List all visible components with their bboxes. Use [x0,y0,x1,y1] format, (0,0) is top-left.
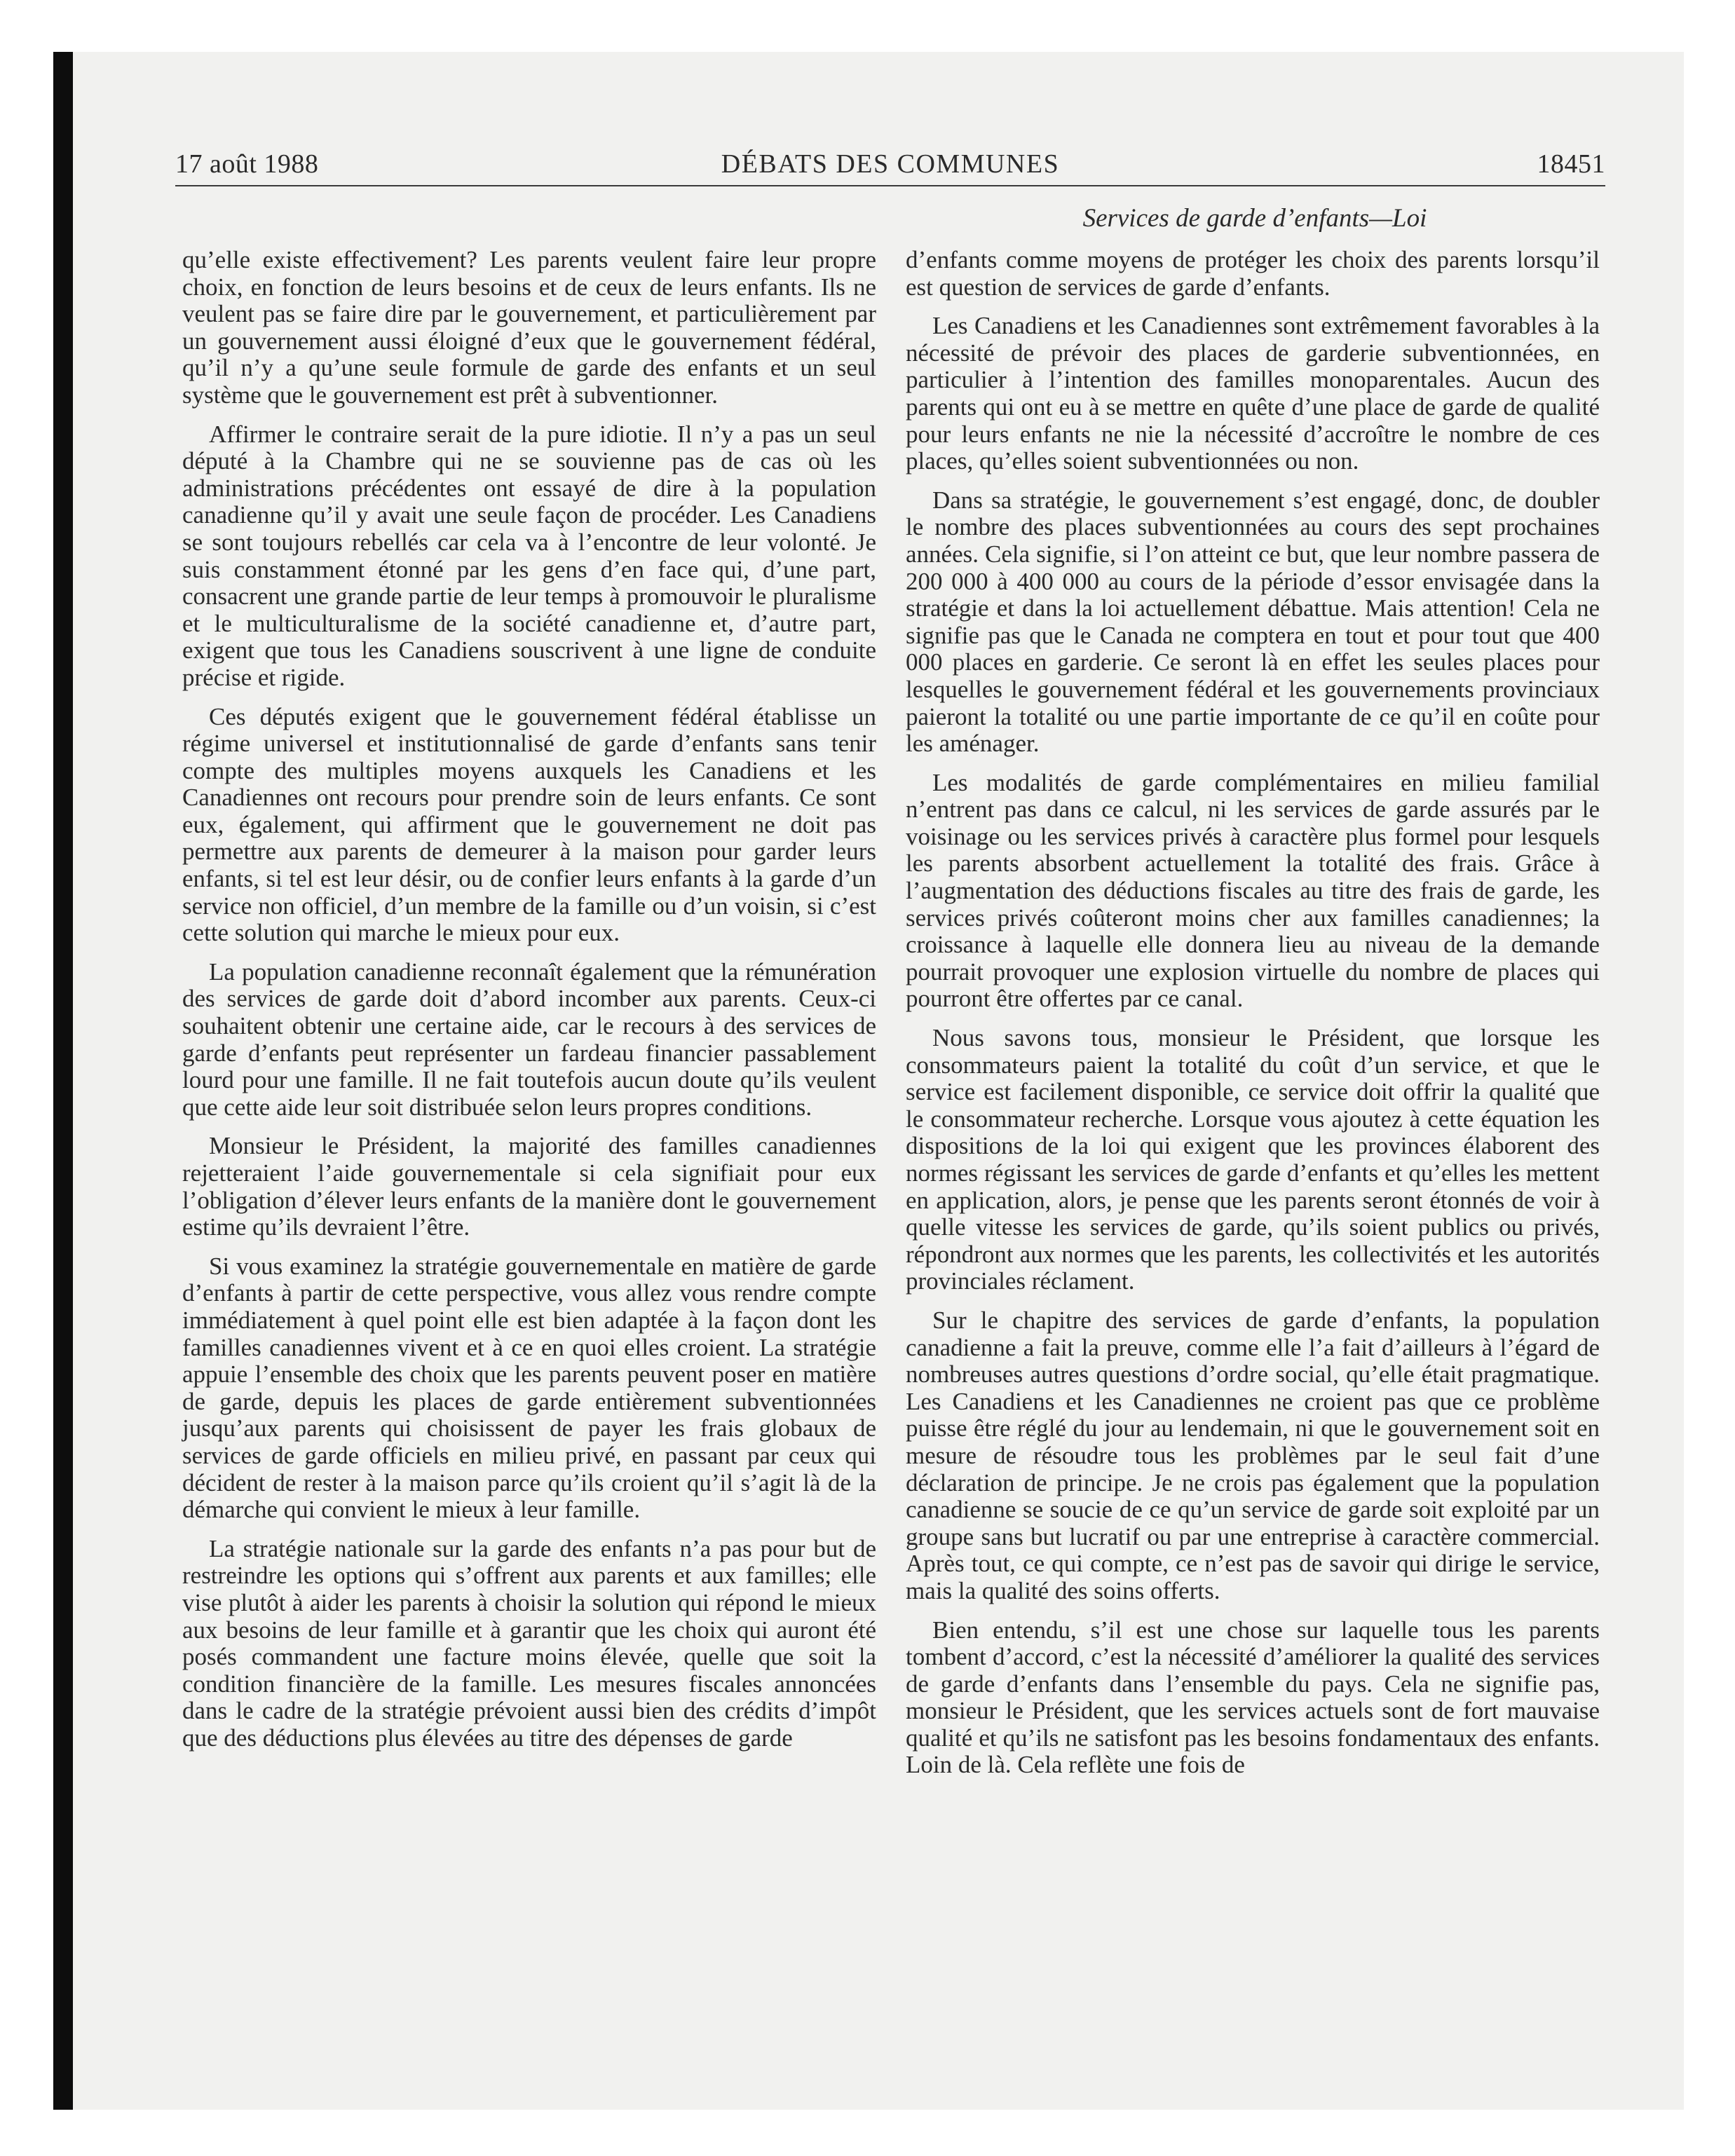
paragraph: Bien entendu, s’il est une chose sur laquelle tous les parents tombent d’accord, c’est la nécessité d’améliorer la qualité des services de garde d’enfants dans l’ensemble du pays. Cela ne signifie pas, monsieur le Président, que les services actuels sont de fort mauvaise qualité et qu’ils ne satisfont pas les besoins fondamentaux des enfants. Loin de là. Cela reflète une fois de [906,1616,1600,1779]
paragraph: Les modalités de garde complémentaires en milieu familial n’entrent pas dans ce calcul, ni les services de garde assurés par le voisinage ou les services privés à caractère plus formel pour lesquels les parents absorbent actuellement la totalité des frais. Grâce à l’augmentation des déductions fiscales au titre des frais de garde, les services privés coûteront moins cher aux familles canadiennes; la croissance à laquelle elle donnera lieu au niveau de la demande pourrait provoquer une explosion virtuelle du nombre de places qui pourront être offertes par ce canal. [906,768,1600,1013]
header-page-number: 18451 [1537,149,1605,179]
paragraph: Dans sa stratégie, le gouvernement s’est engagé, donc, de doubler le nombre des places subventionnées au cours des sept prochaines années. Cela signifie, si l’on atteint ce but, que leur nombre passera de 200 000 à 400 000 au cours de la période d’essor envisagée dans la stratégie et dans la loi actuellement débattue. Mais attention! Cela ne signifie pas que le Canada ne comptera en tout et pour tout que 400 000 places en garderie. Ce seront là en effet les seules places pour lesquelles le gouvernement fédéral et les gouvernements provinciaux paieront la totalité ou une partie importante de ce qu’il en coûte pour les aménager. [906,486,1600,758]
paragraph: Nous savons tous, monsieur le Président, que lorsque les consommateurs paient la totalité du coût d’un service, et que le service est facilement disponible, ce service doit offrir la qualité que le consommateur recherche. Lorsque vous ajoutez à cette équation les dispositions de la loi qui exigent que les provinces élaborent des normes régissant les services de garde d’enfants et qu’elles les mettent en application, alors, je pense que les parents seront étonnés de voir à quelle vitesse les services de garde, qu’ils soient publics ou privés, répondront aux normes que les parents, les collectivités et les autorités provinciales réclament. [906,1024,1600,1295]
header-date: 17 août 1988 [175,149,319,179]
paragraph: qu’elle existe effectivement? Les parents veulent faire leur propre choix, en fonction de leurs besoins et de ceux de leurs enfants. Ils ne veulent pas se faire dire par le gouvernement, et particulièrement par un gouvernement aussi éloigné d’eux que le gouvernement fédéral, qu’il n’y a qu’une seule formule de garde des enfants et un seul système que le gouvernement est prêt à subventionner. [182,246,876,409]
right-column [906,247,1600,1791]
paragraph: La stratégie nationale sur la garde des enfants n’a pas pour but de restreindre les options qui s’offrent aux parents et aux familles; elle vise plutôt à aider les parents à choisir la solution qui répond le mieux aux besoins de leur famille et à garantir que les choix qui auront été posés commandent une facture moins élevée, quelle que soit la condition financière de la famille. Les mesures fiscales annoncées dans le cadre de la stratégie prévoient aussi bien des crédits d’impôt que des déductions plus élevées au titre des dépenses de garde [182,1534,876,1752]
paragraph: Les Canadiens et les Canadiennes sont extrêmement favorables à la nécessité de prévoir des places de garderie subventionnées, en particulier à l’intention des familles monoparentales. Aucun des parents qui ont eu à se mettre en quête d’une place de garde de qualité pour leurs enfants ne nie la nécessité d’accroître le nombre de ces places, qu’elles soient subventionnées ou non. [906,312,1600,475]
running-head: Services de garde d’enfants—Loi [1082,204,1427,233]
paragraph: Affirmer le contraire serait de la pure idiotie. Il n’y a pas un seul député à la Chambre qui ne se souvienne pas de cas où les administrations précédentes ont essayé de dire à la population canadienne qu’il y avait une seule façon de procéder. Les Canadiens se sont toujours rebellés car cela va à l’encontre de leur volonté. Je suis constamment étonné par les gens d’en face qui, d’une part, consacrent une grande partie de leur temps à promouvoir le pluralisme et le multiculturalisme de la société canadienne et, d’autre part, exigent que tous les Canadiens souscrivent à une ligne de conduite précise et rigide. [182,420,876,691]
paragraph: Monsieur le Président, la majorité des familles canadiennes rejetteraient l’aide gouvernementale si cela signifiait pour eux l’obligation d’élever leurs enfants de la manière dont le gouvernement estime qu’ils devraient l’être. [182,1132,876,1241]
header-rule [175,185,1605,186]
left-column [182,247,876,1763]
paragraph: La population canadienne reconnaît également que la rémunération des services de garde doit d’abord incomber aux parents. Ceux-ci souhaitent obtenir une certaine aide, car le recours à des services de garde d’enfants peut représenter un fardeau financier passablement lourd pour une famille. Il ne fait toutefois aucun doute qu’ils veulent que cette aide leur soit distribuée selon leurs propres conditions. [182,957,876,1121]
paragraph: d’enfants comme moyens de protéger les choix des parents lorsqu’il est question de services de garde d’enfants. [906,246,1600,301]
header-title: DÉBATS DES COMMUNES [721,149,1060,179]
paragraph: Ces députés exigent que le gouvernement fédéral établisse un régime universel et institutionnalisé de garde d’enfants sans tenir compte des multiples moyens auxquels les Canadiens et les Canadiennes ont recours pour prendre soin de leurs enfants. Ce sont eux, également, qui affirment que le gouvernement ne doit pas permettre aux parents de demeurer à la maison pour garder leurs enfants, si tel est leur désir, ou de confier leurs enfants à la garde d’un service non officiel, d’un membre de la famille ou d’un voisin, si c’est cette solution qui marche le mieux pour eux. [182,702,876,947]
page-header [175,149,1605,185]
paragraph: Sur le chapitre des services de garde d’enfants, la population canadienne a fait la preuve, comme elle l’a fait d’ailleurs à l’égard de nombreuses autres questions d’ordre social, qu’elle était pragmatique. Les Canadiens et les Canadiennes ne croient pas que ce problème puisse être réglé du jour au lendemain, ni que le gouvernement soit en mesure de résoudre tous les problèmes par le seul fait d’une déclaration de principe. Je ne crois pas également que la population canadienne se soucie de ce qu’un service de garde soit exploité par un groupe sans but lucratif ou par une entreprise à caractère commercial. Après tout, ce qui compte, ce n’est pas de savoir qui dirige le service, mais la qualité des soins offerts. [906,1306,1600,1604]
scan-edge-shadow [53,52,73,2110]
paragraph: Si vous examinez la stratégie gouvernementale en matière de garde d’enfants à partir de cette perspective, vous allez vous rendre compte immédiatement à quel point elle est bien adaptée à la façon dont les familles canadiennes vivent et à ce en quoi elles croient. La stratégie appuie l’ensemble des choix que les parents peuvent poser en matière de garde, depuis les places de garde entièrement subventionnées jusqu’aux parents qui choisissent de payer les frais globaux de services de garde officiels en milieu privé, en passant par ceux qui décident de rester à la maison parce qu’ils croient qu’il s’agit là de la démarche qui convient le mieux à leur famille. [182,1252,876,1524]
